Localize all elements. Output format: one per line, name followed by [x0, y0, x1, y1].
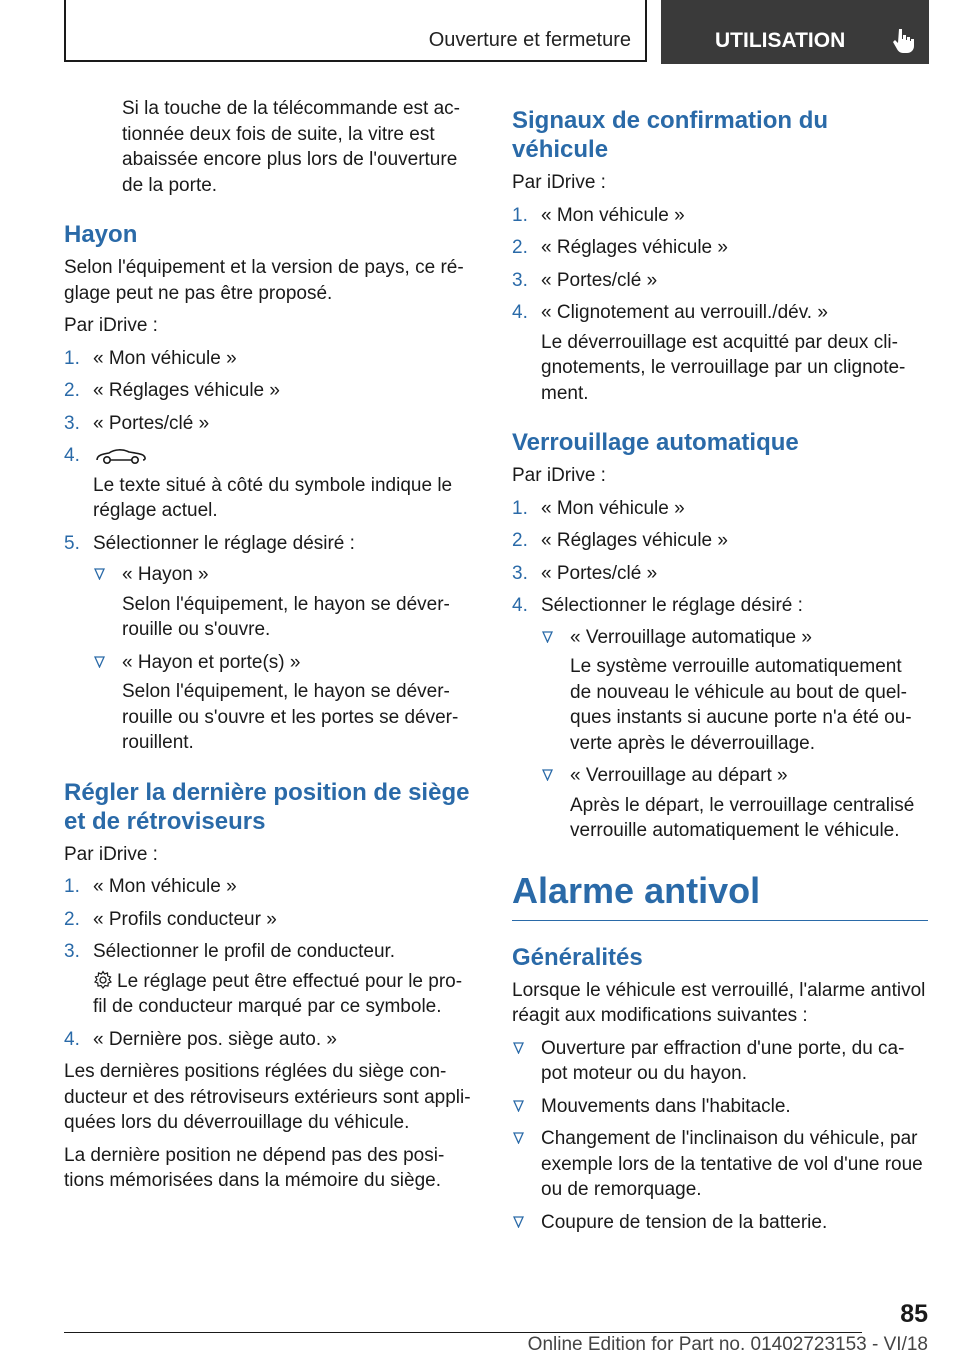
list-item: 4. Sélectionner le réglage désiré : « Verrouillage automatique » Le système verrouille automatiquement de nouveau le véhicule au bout de quel-ques instants si aucune porte n'a été ou-verte après le déverrouillage. « Verrouillage au départ » Après le départ, le verrouillage centralisé verrouille automatiquement le véhicule.	[512, 593, 928, 844]
list-item: Mouvements dans l'habitacle.	[512, 1094, 928, 1120]
list-item: Changement de l'inclinaison du véhicule, par exemple lors de la tentative de vol d'une roue ou de remorquage.	[512, 1126, 928, 1203]
seat-paragraph-2: La dernière position ne dépend pas des posi-tions mémorisées dans la mémoire du siège.	[64, 1144, 445, 1191]
bullet-triangle-icon	[542, 769, 553, 781]
alarm-list	[512, 1036, 928, 1236]
list-item: 4. « Dernière pos. siège auto. »	[64, 1028, 337, 1050]
right-column	[512, 96, 928, 1242]
list-item: 5. Sélectionner le réglage désiré : « Hayon » Selon l'équipement, le hayon se déver-rouille ou s'ouvre. « Hayon et porte(s) » Selon l'équipement, le hayon se déver-rouille ou s'ouvre et les portes se déver-rouillent.	[64, 531, 474, 756]
alarm-heading: Alarme antivol	[512, 868, 928, 921]
bullet-triangle-icon	[542, 631, 553, 643]
page-header	[64, 0, 929, 64]
list-item: 3. « Portes/clé »	[512, 562, 658, 584]
option-item: « Verrouillage automatique » Le système verrouille automatiquement de nouveau le véhicule au bout de quel-ques instants si aucune porte n'a été ou-verte après le déverrouillage.	[541, 625, 928, 757]
edition-footer: Online Edition for Part no. 01402723153 - VI/18	[527, 1334, 928, 1355]
hayon-heading: Hayon	[64, 221, 138, 248]
seat-heading: Régler la dernière position de siège et de rétroviseurs	[64, 778, 470, 835]
list-item: 1. « Mon véhicule »	[64, 876, 237, 897]
section-title: Ouverture et fermeture	[64, 0, 647, 62]
list-item: 3. « Portes/clé »	[512, 269, 658, 291]
chapter-title: UTILISATION	[715, 29, 846, 52]
page-number: 85	[900, 1300, 928, 1328]
hand-pointer-icon	[893, 27, 915, 53]
generalites-heading: Généralités	[512, 943, 643, 971]
autolock-steps	[512, 496, 928, 844]
list-item: 2. « Réglages véhicule »	[512, 530, 728, 551]
list-item: Coupure de tension de la batterie.	[512, 1210, 928, 1236]
chapter-tab	[661, 0, 929, 64]
list-item: 3. « Portes/clé »	[64, 412, 210, 434]
autolock-heading: Verrouillage automatique	[512, 429, 799, 456]
list-item: 1. « Mon véhicule »	[512, 204, 685, 226]
seat-idrive: Par iDrive :	[64, 843, 158, 865]
list-item: 4. « Clignotement au verrouill./dév. » Le déverrouillage est acquitté par deux cli-gnotements, le verrouillage par un clignote-ment.	[512, 300, 928, 406]
bullet-triangle-icon	[94, 568, 105, 580]
option-item: « Hayon » Selon l'équipement, le hayon se déver-rouille ou s'ouvre.	[93, 562, 474, 643]
signals-steps	[512, 203, 928, 407]
hayon-steps	[64, 346, 474, 756]
bullet-triangle-icon	[513, 1100, 524, 1112]
signals-heading: Signaux de confirmation du véhicule	[512, 107, 829, 163]
step-note: Le réglage peut être effectué pour le pro-fil de conducteur marqué par ce symbole.	[93, 970, 463, 1017]
bullet-triangle-icon	[513, 1042, 524, 1054]
list-item: 2. « Réglages véhicule »	[64, 380, 280, 401]
option-item: « Hayon et porte(s) » Selon l'équipement, le hayon se déver-rouille ou s'ouvre et les portes se déver-rouillent.	[93, 650, 474, 756]
left-column	[64, 96, 474, 1201]
seat-paragraph: Les dernières positions réglées du siège con-ducteur et des rétroviseurs extérieurs sont appli-quées lors du déverrouillage du véhicule.	[64, 1061, 471, 1133]
list-item: Ouverture par effraction d'une porte, du ca-pot moteur ou du hayon.	[512, 1036, 928, 1087]
footer-divider	[64, 1332, 862, 1333]
list-item: 1. « Mon véhicule »	[512, 497, 685, 519]
autolock-idrive: Par iDrive :	[512, 465, 606, 486]
gear-icon	[93, 970, 113, 990]
bullet-triangle-icon	[513, 1132, 524, 1144]
step-note: Le texte situé à côté du symbole indique le réglage actuel.	[93, 474, 453, 521]
hayon-paragraph: Selon l'équipement et la version de pays, ce ré-glage peut ne pas être proposé.	[64, 257, 464, 304]
list-item: 2. « Profils conducteur »	[64, 908, 277, 930]
option-item: « Verrouillage au départ » Après le départ, le verrouillage centralisé verrouille automatiquement le véhicule.	[541, 763, 928, 844]
list-item: 1. « Mon véhicule »	[64, 347, 237, 369]
intro-paragraph: Si la touche de la télécommande est ac-tionnée deux fois de suite, la vitre est abaissée encore plus lors de l'ouverture de la porte.	[122, 98, 460, 196]
list-item: 3. Sélectionner le profil de conducteur. Le réglage peut être effectué pour le pro-fil de conducteur marqué par ce symbole.	[64, 939, 474, 1020]
list-item: 2. « Réglages véhicule »	[512, 237, 728, 258]
bullet-triangle-icon	[513, 1216, 524, 1228]
step-note: Le déverrouillage est acquitté par deux cli-gnotements, le verrouillage par un clignote-ment.	[541, 331, 906, 404]
signals-idrive: Par iDrive :	[512, 172, 606, 193]
list-item: 4. Le texte situé à côté du symbole indique le réglage actuel.	[64, 443, 474, 524]
alarm-paragraph: Lorsque le véhicule est verrouillé, l'alarme antivol réagit aux modifications suivantes :	[512, 979, 926, 1026]
hayon-idrive: Par iDrive :	[64, 315, 158, 336]
car-icon	[93, 446, 149, 466]
seat-steps	[64, 874, 474, 1052]
bullet-triangle-icon	[94, 656, 105, 668]
